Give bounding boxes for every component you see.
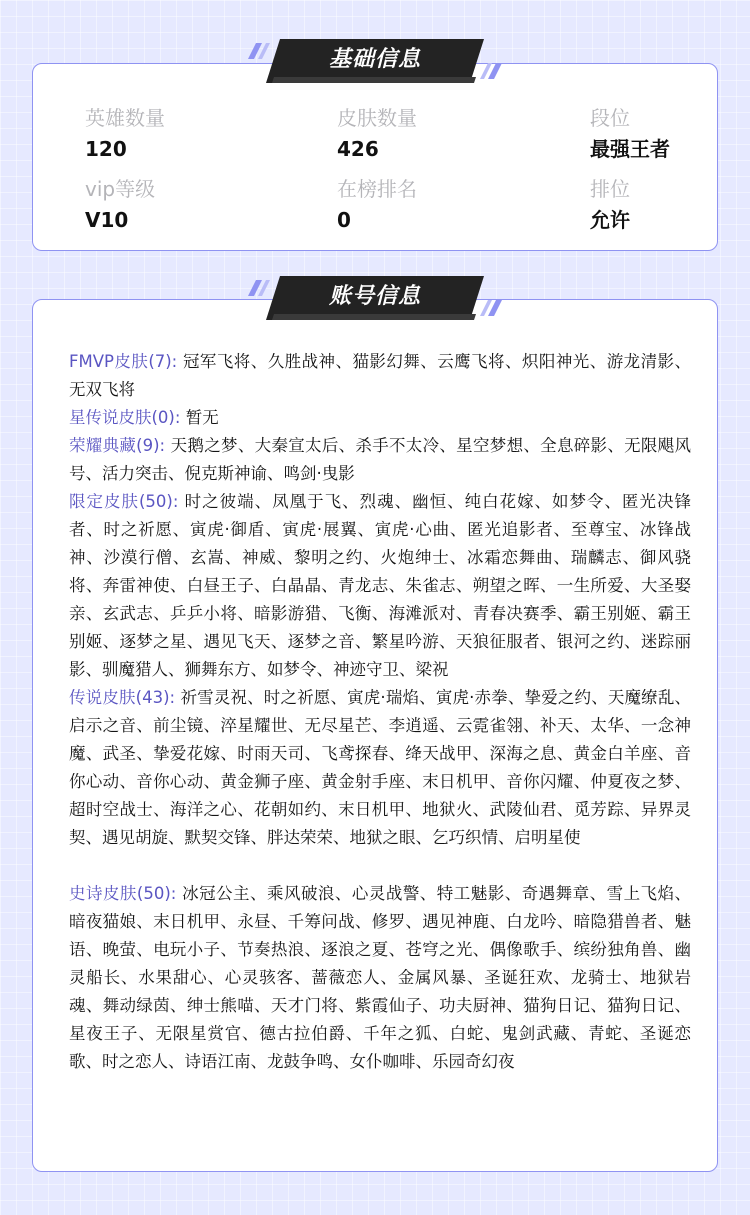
category-label: FMVP皮肤(7): [69, 352, 178, 371]
stat-hero-count [85, 104, 285, 162]
account-info-card [32, 299, 718, 1172]
category-skins: 暂无 [185, 408, 219, 427]
skin-category-glory-collection [69, 432, 691, 488]
category-label: 荣耀典藏(9): [69, 436, 166, 455]
stat-value: 0 [337, 208, 351, 232]
category-skins: 天鹅之梦、大秦宣太后、杀手不太冷、星空梦想、全息碎影、无限飓风号、活力突击、倪克斯神谕、鸣剑·曳影 [69, 436, 692, 483]
account-info-banner [244, 274, 506, 322]
section-title: 账号信息 [328, 284, 421, 309]
category-skins: 祈雪灵祝、时之祈愿、寅虎·瑞焰、寅虎·赤拳、挚爱之约、天魔缭乱、启示之音、前尘镜、淬星耀世、无尽星芒、李逍遥、云霓雀翎、补天、太华、一念神魔、武圣、挚爱花嫁、时雨天司、飞鸢探春、绛天战甲、深海之息、黄金白羊座、音你心动、音你心动、黄金狮子座、黄金射手座、末日机甲、音你闪耀、仲夏夜之梦、超时空战士、海洋之心、花朝如约、末日机甲、地狱火、武陵仙君、觅芳踪、异界灵契、遇见胡旋、默契交锋、胖达荣荣、地狱之眼、乞巧织情、启明星使 [69, 688, 691, 847]
basic-info-card [32, 63, 718, 251]
skin-category-star-legend [69, 404, 691, 432]
stat-rank-tier [590, 104, 750, 162]
category-skins: 冠军飞将、久胜战神、猫影幻舞、云鹰飞将、炽阳神光、游龙清影、无双飞将 [69, 352, 691, 399]
stat-leaderboard-rank [337, 175, 537, 233]
category-skins: 冰冠公主、乘风破浪、心灵战警、特工魅影、奇遇舞章、雪上飞焰、暗夜猫娘、末日机甲、永昼、千筹问战、修罗、遇见神鹿、白龙吟、暗隐猎兽者、魅语、晚萤、电玩小子、节奏热浪、逐浪之夏、苍穹之光、偶像歌手、缤纷独角兽、幽灵船长、水果甜心、心灵骇客、蔷薇恋人、金属风暴、圣诞狂欢、龙骑士、地狱岩魂、舞动绿茵、绅士熊喵、天才门将、紫霞仙子、功夫厨神、猫狗日记、猫狗日记、星夜王子、无限星赏官、德古拉伯爵、千年之狐、白蛇、鬼剑武藏、青蛇、圣诞恋歌、时之恋人、诗语江南、龙鼓争鸣、女仆咖啡、乐园奇幻夜 [69, 884, 692, 1071]
category-skins: 时之彼端、凤凰于飞、烈魂、幽恒、纯白花嫁、如梦令、匿光决锋者、时之祈愿、寅虎·御盾、寅虎·展翼、寅虎·心曲、匿光追影者、至尊宝、冰锋战神、沙漠行僧、玄嵩、神威、黎明之约、火炮绅士、冰霜恋舞曲、瑞麟志、御风骁将、奔雷神使、白昼王子、白晶晶、青龙志、朱雀志、朔望之晖、一生所爱、大圣娶亲、玄武志、乒乒小将、暗影游猎、飞衡、海滩派对、青春决赛季、霸王别姬、霸王别姬、逐梦之星、遇见飞天、逐梦之音、繁星吟游、天狼征服者、银河之约、迷踪丽影、驯魔猎人、狮舞东方、如梦令、神迹守卫、梁祝 [69, 492, 692, 679]
skin-category-limited [69, 488, 691, 684]
category-label: 限定皮肤(50): [69, 492, 179, 511]
basic-info-banner [244, 37, 506, 85]
skin-category-fmvp [69, 348, 691, 404]
stat-label: 段位 [590, 106, 630, 130]
stat-vip-level [85, 175, 285, 233]
stat-label: vip等级 [85, 177, 156, 201]
skin-category-legend [69, 684, 691, 852]
stat-label: 排位 [590, 177, 630, 201]
skin-category-epic [69, 880, 691, 1076]
stat-value: V10 [85, 208, 129, 232]
section-title: 基础信息 [328, 47, 421, 72]
stat-label: 皮肤数量 [337, 106, 417, 130]
stat-ranked-allowed [590, 175, 750, 233]
stat-value: 426 [337, 137, 379, 161]
stat-skin-count [337, 104, 537, 162]
stat-value: 120 [85, 137, 127, 161]
category-label: 传说皮肤(43): [69, 688, 176, 707]
skin-list [69, 348, 691, 1076]
stat-label: 在榜排名 [337, 177, 417, 201]
stat-label: 英雄数量 [85, 106, 165, 130]
category-label: 史诗皮肤(50): [69, 884, 177, 903]
stat-value: 最强王者 [590, 137, 670, 161]
stat-value: 允许 [590, 208, 630, 232]
category-label: 星传说皮肤(0): [69, 408, 181, 427]
